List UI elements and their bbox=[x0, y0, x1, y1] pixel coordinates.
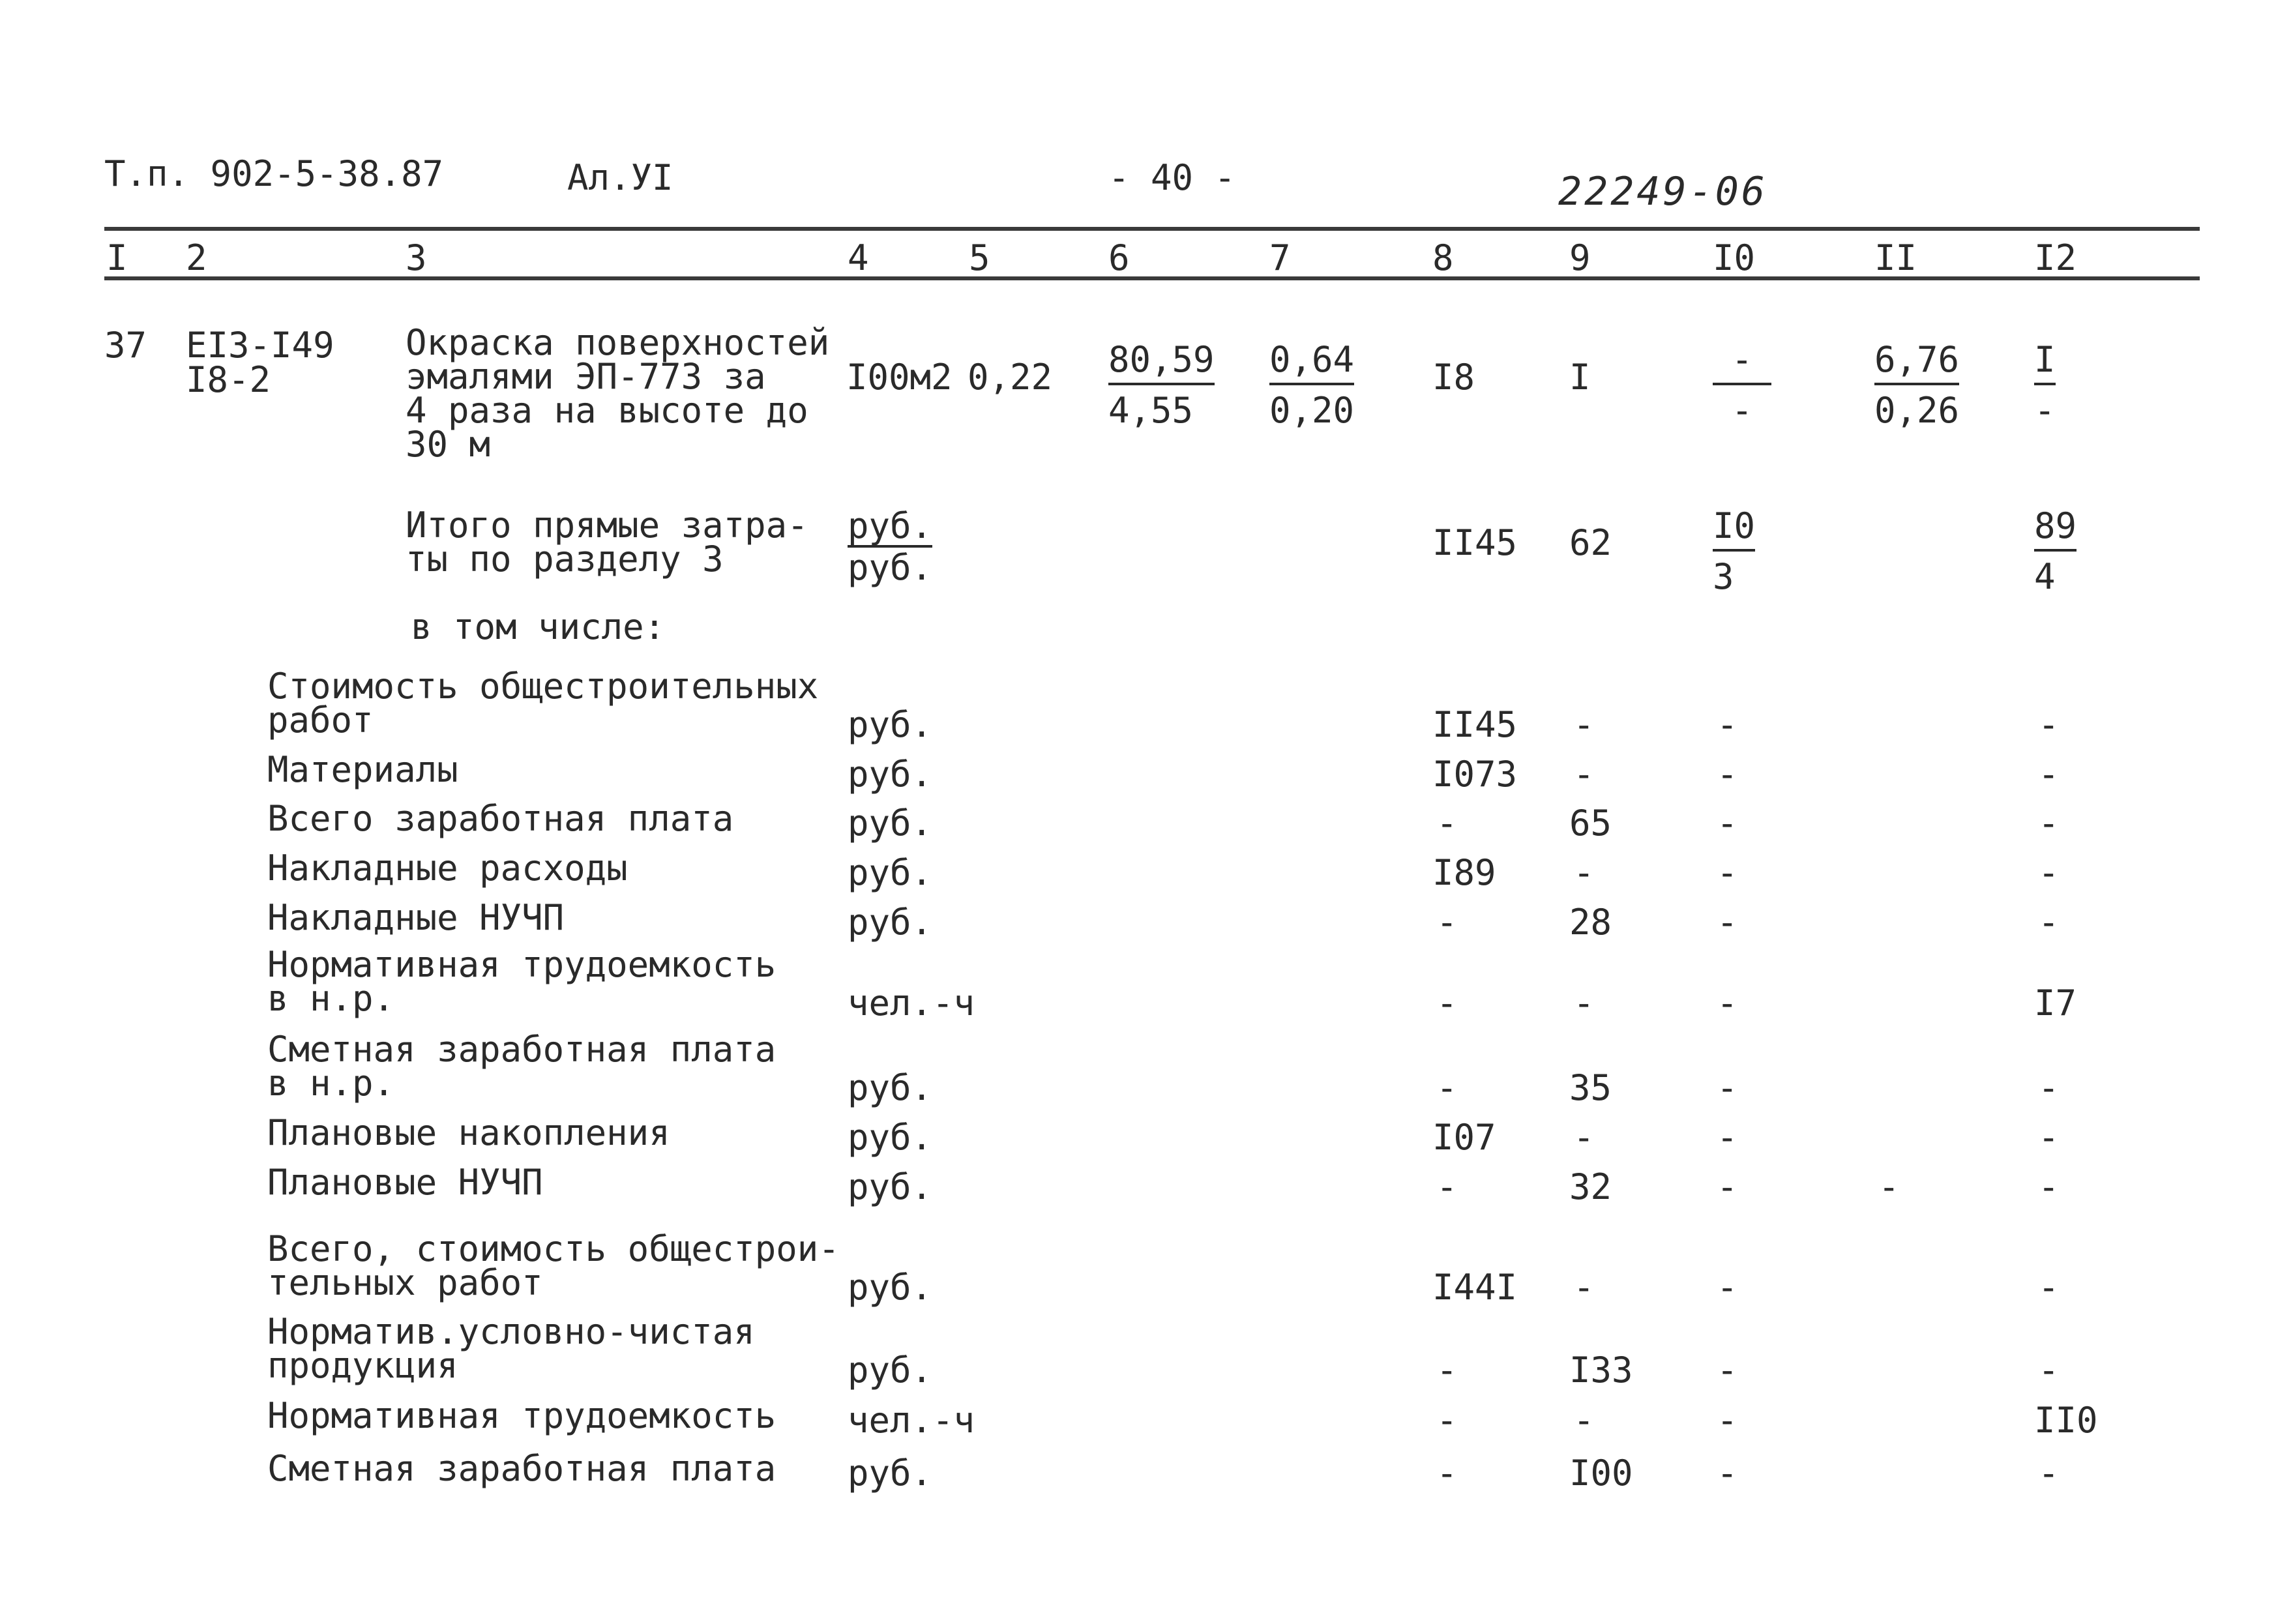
row-col8: - bbox=[1436, 1453, 1458, 1494]
row-col12: - bbox=[2038, 754, 2060, 795]
item-number: 37 bbox=[104, 325, 147, 366]
item-col11-fraction bbox=[1874, 339, 1960, 431]
column-number: II bbox=[1874, 237, 1917, 278]
row-unit: чел.-ч bbox=[848, 1400, 975, 1441]
row-col8: - bbox=[1436, 902, 1458, 943]
fraction-bottom: 3 bbox=[1713, 556, 1734, 597]
column-number: 2 bbox=[186, 237, 207, 278]
column-number: 7 bbox=[1269, 237, 1291, 278]
fraction-top: 0,64 bbox=[1269, 342, 1354, 385]
item-unit: I00м2 bbox=[846, 357, 953, 398]
row-col9: I33 bbox=[1569, 1350, 1633, 1391]
item-code: ЕI3-I49 bbox=[186, 325, 334, 366]
row-label: Материалы bbox=[267, 749, 458, 790]
row-unit: руб. bbox=[848, 902, 933, 943]
row-col8: I89 bbox=[1432, 852, 1496, 893]
fraction-top: 6,76 bbox=[1874, 342, 1959, 385]
row-col12: - bbox=[2038, 902, 2060, 943]
row-col8: I44I bbox=[1432, 1267, 1518, 1308]
row-unit: чел.-ч bbox=[848, 982, 975, 1024]
row-col10: - bbox=[1717, 852, 1738, 893]
total-col10-fraction bbox=[1713, 505, 1756, 597]
album-number: Ал.УI bbox=[567, 157, 673, 198]
row-col10: - bbox=[1717, 1453, 1738, 1494]
row-unit: руб. bbox=[848, 1350, 933, 1391]
row-col9: 35 bbox=[1569, 1067, 1612, 1108]
row-col8: - bbox=[1436, 1166, 1458, 1207]
row-col10: - bbox=[1717, 902, 1738, 943]
row-col12: II0 bbox=[2034, 1400, 2098, 1441]
column-number: 3 bbox=[406, 237, 427, 278]
row-col8: I07 bbox=[1432, 1117, 1496, 1158]
total-col9: 62 bbox=[1569, 522, 1612, 563]
item-col6-fraction bbox=[1108, 339, 1215, 431]
row-unit: руб. bbox=[848, 1166, 933, 1207]
row-label: Стоимость общестроительных работ bbox=[267, 666, 819, 741]
fraction-bottom: руб. bbox=[848, 547, 933, 588]
row-col8: - bbox=[1436, 803, 1458, 844]
row-col9: - bbox=[1573, 982, 1595, 1024]
row-unit: руб. bbox=[848, 1067, 933, 1108]
row-col11: - bbox=[1878, 1166, 1900, 1207]
row-label: Нормативная трудоемкость bbox=[267, 1395, 776, 1436]
total-label: Итого прямые затра- ты по разделу 3 bbox=[406, 505, 808, 580]
row-label: Норматив.условно-чистая продукция bbox=[267, 1311, 755, 1386]
header-top-rule bbox=[104, 227, 2200, 231]
row-unit: руб. bbox=[848, 803, 933, 844]
row-col10: - bbox=[1717, 982, 1738, 1024]
fraction-bottom: - bbox=[1731, 390, 1753, 431]
row-label: Сметная заработная плата bbox=[267, 1448, 776, 1489]
row-col12: - bbox=[2038, 1166, 2060, 1207]
row-col8: - bbox=[1436, 1067, 1458, 1108]
row-col8: - bbox=[1436, 1350, 1458, 1391]
item-col8: I8 bbox=[1432, 357, 1475, 398]
total-col8: II45 bbox=[1432, 522, 1518, 563]
row-col9: - bbox=[1573, 1117, 1595, 1158]
fraction-top: 89 bbox=[2034, 509, 2077, 552]
row-col8: - bbox=[1436, 1400, 1458, 1441]
total-col12-fraction bbox=[2034, 505, 2077, 597]
row-col12: I7 bbox=[2034, 982, 2077, 1024]
fraction-bottom: 4,55 bbox=[1108, 390, 1194, 431]
item-col9: I bbox=[1569, 357, 1591, 398]
row-col10: - bbox=[1717, 1267, 1738, 1308]
including-label: в том числе: bbox=[411, 606, 666, 647]
row-col10: - bbox=[1717, 1067, 1738, 1108]
fraction-bottom: 0,20 bbox=[1269, 390, 1355, 431]
row-col12: - bbox=[2038, 803, 2060, 844]
row-col12: - bbox=[2038, 852, 2060, 893]
row-col9: - bbox=[1573, 1400, 1595, 1441]
column-number: 6 bbox=[1108, 237, 1130, 278]
total-unit-fraction bbox=[848, 505, 933, 588]
fraction-top: I0 bbox=[1713, 509, 1755, 552]
row-label: Всего, стоимость общестрои- тельных работ bbox=[267, 1228, 840, 1303]
row-col9: 28 bbox=[1569, 902, 1612, 943]
row-col12: - bbox=[2038, 1267, 2060, 1308]
project-code: Т.п. 902-5-38.87 bbox=[104, 153, 444, 194]
row-col9: - bbox=[1573, 852, 1595, 893]
item-quantity: 0,22 bbox=[968, 357, 1053, 398]
row-col12: - bbox=[2038, 1453, 2060, 1494]
row-col8: I073 bbox=[1432, 754, 1518, 795]
row-label: Плановые накопления bbox=[267, 1112, 670, 1153]
row-col12: - bbox=[2038, 1067, 2060, 1108]
row-unit: руб. bbox=[848, 704, 933, 745]
item-code-secondary: I8-2 bbox=[186, 359, 271, 400]
row-unit: руб. bbox=[848, 1453, 933, 1494]
row-label: Накладные расходы bbox=[267, 848, 628, 889]
row-col12: - bbox=[2038, 1117, 2060, 1158]
fraction-bottom: 4 bbox=[2034, 556, 2056, 597]
row-col10: - bbox=[1717, 1117, 1738, 1158]
fraction-top: I bbox=[2034, 342, 2056, 385]
column-number: 5 bbox=[969, 237, 990, 278]
column-number: I2 bbox=[2034, 237, 2077, 278]
column-number: 8 bbox=[1432, 237, 1454, 278]
row-col10: - bbox=[1717, 1400, 1738, 1441]
row-label: Нормативная трудоемкость в н.р. bbox=[267, 944, 776, 1019]
row-col12: - bbox=[2038, 1350, 2060, 1391]
row-col9: 65 bbox=[1569, 803, 1612, 844]
item-col7-fraction bbox=[1269, 339, 1355, 431]
page-number: - 40 - bbox=[1108, 157, 1236, 198]
row-label: Накладные НУЧП bbox=[267, 897, 565, 938]
item-col12-fraction bbox=[2034, 339, 2056, 431]
row-col9: 32 bbox=[1569, 1166, 1612, 1207]
row-col10: - bbox=[1717, 754, 1738, 795]
document-number: 22249-06 bbox=[1558, 169, 1767, 214]
row-col9: - bbox=[1573, 704, 1595, 745]
fraction-bottom: 0,26 bbox=[1874, 390, 1960, 431]
row-unit: руб. bbox=[848, 754, 933, 795]
fraction-bottom: - bbox=[2034, 390, 2056, 431]
row-col10: - bbox=[1717, 1166, 1738, 1207]
row-unit: руб. bbox=[848, 852, 933, 893]
fraction-top: руб. bbox=[848, 505, 933, 546]
row-label: Сметная заработная плата в н.р. bbox=[267, 1029, 776, 1104]
row-col9: - bbox=[1573, 1267, 1595, 1308]
row-label: Всего заработная плата bbox=[267, 798, 734, 839]
row-col9: - bbox=[1573, 754, 1595, 795]
column-number: I bbox=[106, 237, 128, 278]
row-col8: II45 bbox=[1432, 704, 1518, 745]
item-col10-fraction bbox=[1713, 339, 1771, 431]
row-unit: руб. bbox=[848, 1267, 933, 1308]
fraction-top: 80,59 bbox=[1108, 342, 1215, 385]
row-col8: - bbox=[1436, 982, 1458, 1024]
column-number: I0 bbox=[1713, 237, 1756, 278]
row-col9: I00 bbox=[1569, 1453, 1633, 1494]
fraction-top: - bbox=[1713, 342, 1771, 385]
row-col10: - bbox=[1717, 803, 1738, 844]
row-col12: - bbox=[2038, 704, 2060, 745]
row-col10: - bbox=[1717, 1350, 1738, 1391]
item-description: Окраска поверхностей эмалями ЭП-773 за 4 раза на высоте до 30 м bbox=[406, 322, 830, 465]
row-label: Плановые НУЧП bbox=[267, 1162, 543, 1203]
row-col10: - bbox=[1717, 704, 1738, 745]
column-number: 4 bbox=[848, 237, 869, 278]
column-number: 9 bbox=[1569, 237, 1591, 278]
row-unit: руб. bbox=[848, 1117, 933, 1158]
